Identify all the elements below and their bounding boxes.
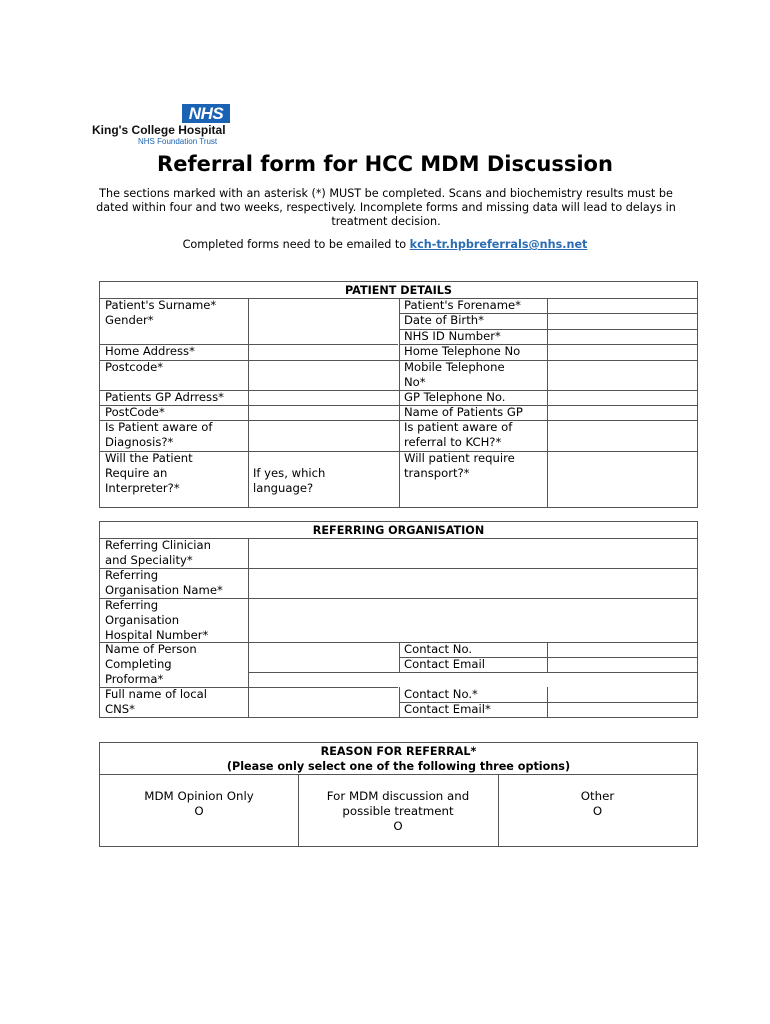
contact-email-label: Contact Email [404,657,485,671]
trust-name: NHS Foundation Trust [138,137,218,146]
reason-header: REASON FOR REFERRAL* [320,745,477,758]
page-title: Referral form for HCC MDM Discussion [157,152,613,176]
interpreter-label: Will the Patient Require an Interpreter?* [105,451,193,495]
referring-organisation-table [99,521,698,718]
language-label: If yes, which language? [253,466,326,495]
aware-diagnosis-label: Is Patient aware of Diagnosis?* [105,420,213,449]
reason-for-referral-table [99,742,698,847]
gp-name-label: Name of Patients GP [404,405,523,419]
transport-label: Will patient require transport?* [404,451,515,480]
gp-address-label: Patients GP Adrress* [105,390,224,404]
surname-label: Patient's Surname* [105,298,217,312]
referring-organisation-header: REFERRING ORGANISATION [312,524,485,537]
aware-referral-label: Is patient aware of referral to KCH?* [404,420,513,449]
postcode-label: Postcode* [105,360,164,374]
home-address-label: Home Address* [105,344,195,358]
organisation-name-label: Referring Organisation Name* [105,568,223,597]
option-other[interactable]: Other O [580,789,615,818]
gp-telephone-label: GP Telephone No. [404,390,506,404]
gender-label: Gender* [105,313,154,327]
cns-contact-no-label: Contact No.* [404,687,478,701]
gp-postcode-label: PostCode* [105,405,165,419]
email-prefix: Completed forms need to be emailed to [182,238,407,251]
cns-contact-email-label: Contact Email* [404,702,491,716]
dob-label: Date of Birth* [404,313,484,327]
mobile-label: Mobile Telephone No* [404,360,505,389]
reason-subheader: (Please only select one of the following three options) [226,760,571,773]
hospital-number-label: Referring Organisation Hospital Number* [105,598,209,642]
patient-details-header: PATIENT DETAILS [345,284,452,297]
option-mdm-opinion[interactable]: MDM Opinion Only O [144,789,254,818]
email-instruction [0,238,770,251]
forename-label: Patient's Forename* [404,298,521,312]
nhs-logo-box: NHS [182,104,230,123]
intro-text: The sections marked with an asterisk (*) MUST be completed. Scans and biochemistry results must be dated within four and two weeks, respectively. Incomplete forms and missing data will lead to delays in treatment decision. [96,187,676,228]
clinician-label: Referring Clinician and Speciality* [105,538,211,567]
referral-email-link[interactable]: kch-tr.hpbreferrals@nhs.net [409,238,588,251]
patient-details-table [99,281,698,508]
hospital-name: King's College Hospital [92,123,226,137]
contact-no-label: Contact No. [404,642,473,656]
nhs-id-label: NHS ID Number* [404,329,501,343]
cns-label: Full name of local CNS* [105,687,207,716]
person-completing-label: Name of Person Completing Proforma* [105,642,197,686]
home-telephone-label: Home Telephone No [404,344,521,358]
option-mdm-discussion-treatment[interactable]: For MDM discussion and possible treatment O [326,789,470,833]
